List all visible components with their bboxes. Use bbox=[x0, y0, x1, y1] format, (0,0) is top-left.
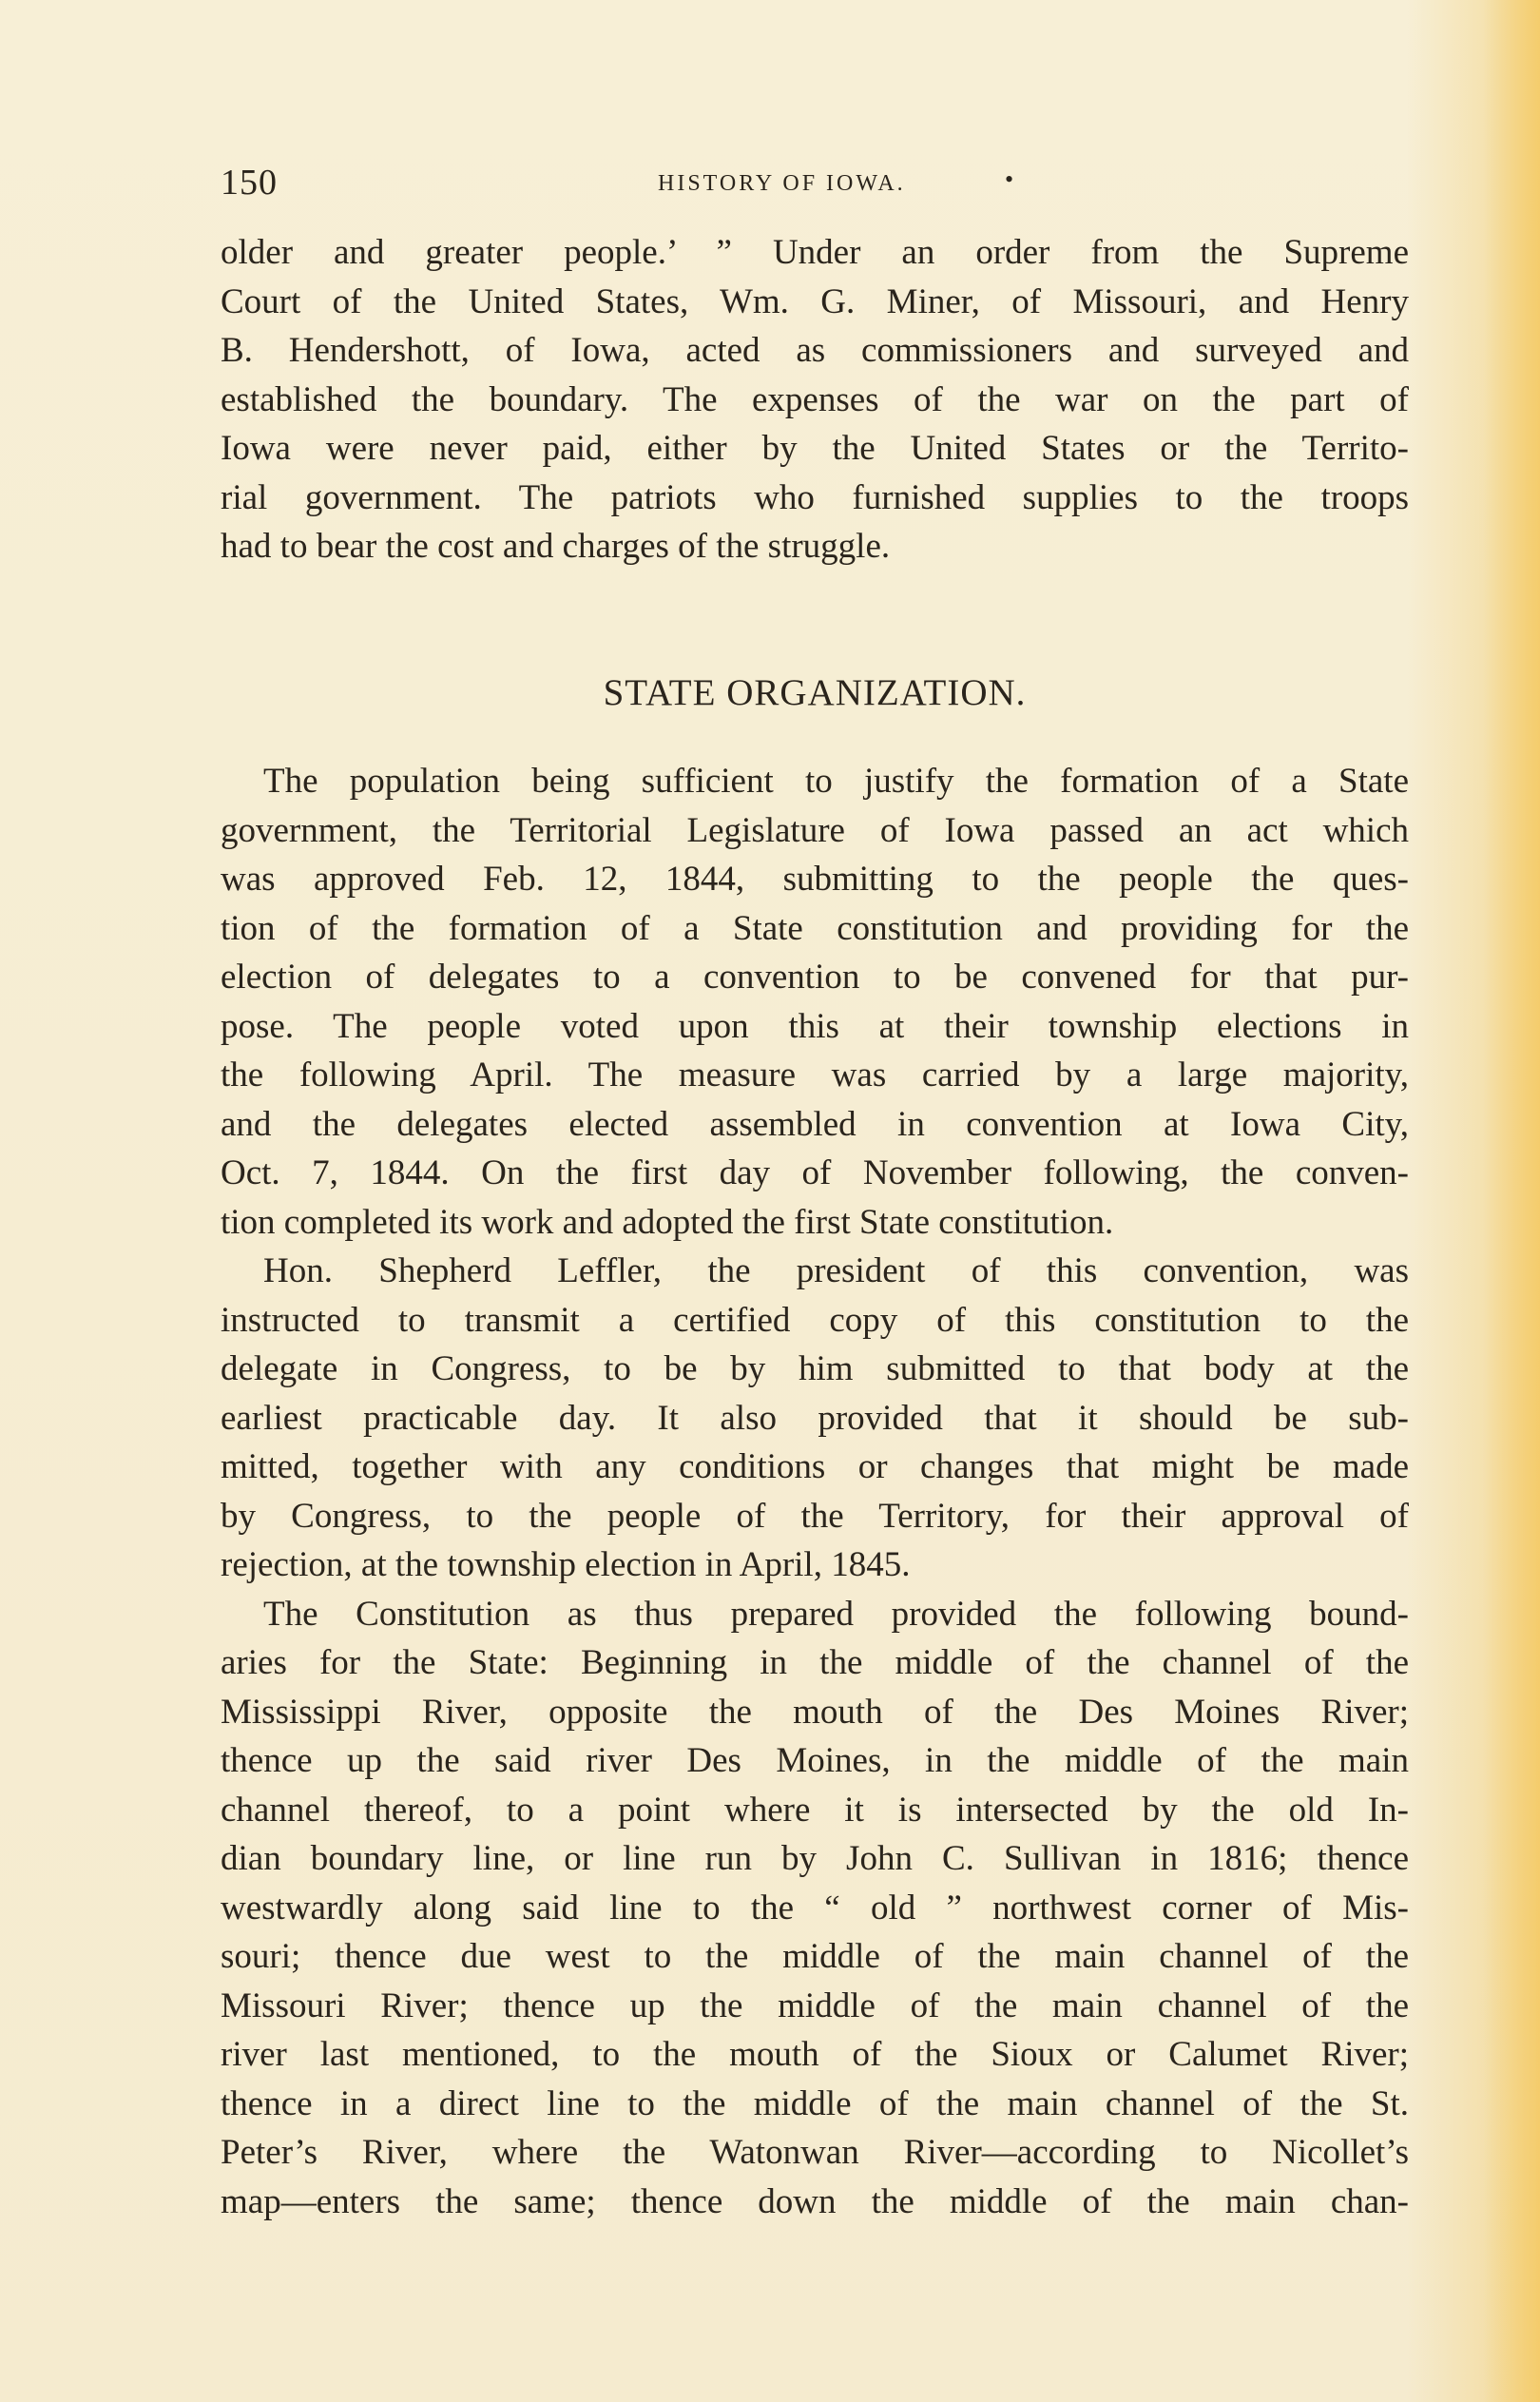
text-line: mitted, together with any conditions or changes that might be made bbox=[221, 1447, 1409, 1486]
text-line: Missouri River; thence up the middle of the main channel of the bbox=[221, 1986, 1409, 2025]
text-line: The population being sufficient to justify the formation of a State bbox=[263, 762, 1409, 801]
text-line: tion of the formation of a State constitution and providing for the bbox=[221, 908, 1409, 948]
section-heading: STATE ORGANIZATION. bbox=[603, 672, 1027, 713]
text-line: by Congress, to the people of the Territory, for their approval of bbox=[221, 1496, 1409, 1536]
text-line: rial government. The patriots who furnished supplies to the troops bbox=[221, 477, 1409, 517]
text-line: map—enters the same; thence down the middle of the main chan- bbox=[221, 2181, 1409, 2221]
text-line: tion completed its work and adopted the first State constitution. bbox=[221, 1202, 1114, 1242]
text-line: channel thereof, to a point where it is intersected by the old In- bbox=[221, 1790, 1409, 1830]
page-header bbox=[221, 162, 1399, 209]
page-edge-stain bbox=[1483, 0, 1540, 2402]
text-line: The Constitution as thus prepared provided the following bound- bbox=[263, 1594, 1409, 1634]
text-line: dian boundary line, or line run by John C. Sullivan in 1816; thence bbox=[221, 1839, 1409, 1878]
text-line: older and greater people.’ ” Under an order from the Supreme bbox=[221, 233, 1409, 272]
text-line: Oct. 7, 1844. On the first day of November following, the conven- bbox=[221, 1153, 1409, 1192]
text-line: delegate in Congress, to be by him submitted to that body at the bbox=[221, 1349, 1409, 1388]
text-line: the following April. The measure was carried by a large majority, bbox=[221, 1056, 1409, 1094]
running-head: HISTORY OF IOWA. bbox=[658, 171, 906, 196]
text-line: rejection, at the township election in April, 1845. bbox=[221, 1545, 911, 1584]
text-line: Mississippi River, opposite the mouth of the Des Moines River; bbox=[221, 1692, 1409, 1732]
section-body bbox=[221, 757, 1409, 2226]
text-line: government, the Territorial Legislature of Iowa passed an act which bbox=[221, 810, 1409, 850]
text-line: souri; thence due west to the middle of the main channel of the bbox=[221, 1937, 1409, 1976]
header-dot-mark: • bbox=[1005, 165, 1014, 193]
text-line: had to bear the cost and charges of the struggle. bbox=[221, 527, 891, 566]
text-line: Court of the United States, Wm. G. Miner, of Missouri, and Henry bbox=[221, 281, 1409, 321]
text-line: earliest practicable day. It also provided that it should be sub- bbox=[221, 1398, 1409, 1438]
text-line: thence up the said river Des Moines, in the middle of the main bbox=[221, 1741, 1409, 1780]
paragraph-boundary bbox=[221, 228, 1409, 571]
text-line: Iowa were never paid, either by the United States or the Territo- bbox=[221, 429, 1409, 468]
text-line: river last mentioned, to the mouth of the Sioux or Calumet River; bbox=[221, 2035, 1409, 2074]
text-line: instructed to transmit a certified copy of this constitution to the bbox=[221, 1300, 1409, 1340]
page-number: 150 bbox=[221, 163, 278, 203]
text-line: election of delegates to a convention to be convened for that pur- bbox=[221, 958, 1409, 997]
text-line: and the delegates elected assembled in convention at Iowa City, bbox=[221, 1104, 1409, 1144]
text-line: was approved Feb. 12, 1844, submitting to the people the ques- bbox=[221, 860, 1409, 899]
text-line: Peter’s River, where the Watonwan River—according to Nicollet’s bbox=[221, 2133, 1409, 2172]
text-line: aries for the State: Beginning in the middle of the channel of the bbox=[221, 1643, 1409, 1682]
text-line: pose. The people voted upon this at their township elections in bbox=[221, 1006, 1409, 1046]
text-line: B. Hendershott, of Iowa, acted as commissioners and surveyed and bbox=[221, 331, 1409, 370]
text-line: thence in a direct line to the middle of the main channel of the St. bbox=[221, 2083, 1409, 2123]
text-line: established the boundary. The expenses of the war on the part of bbox=[221, 379, 1409, 419]
text-line: westwardly along said line to the “ old ” northwest corner of Mis- bbox=[221, 1888, 1409, 1927]
text-line: Hon. Shepherd Leffler, the president of this convention, was bbox=[263, 1251, 1409, 1290]
